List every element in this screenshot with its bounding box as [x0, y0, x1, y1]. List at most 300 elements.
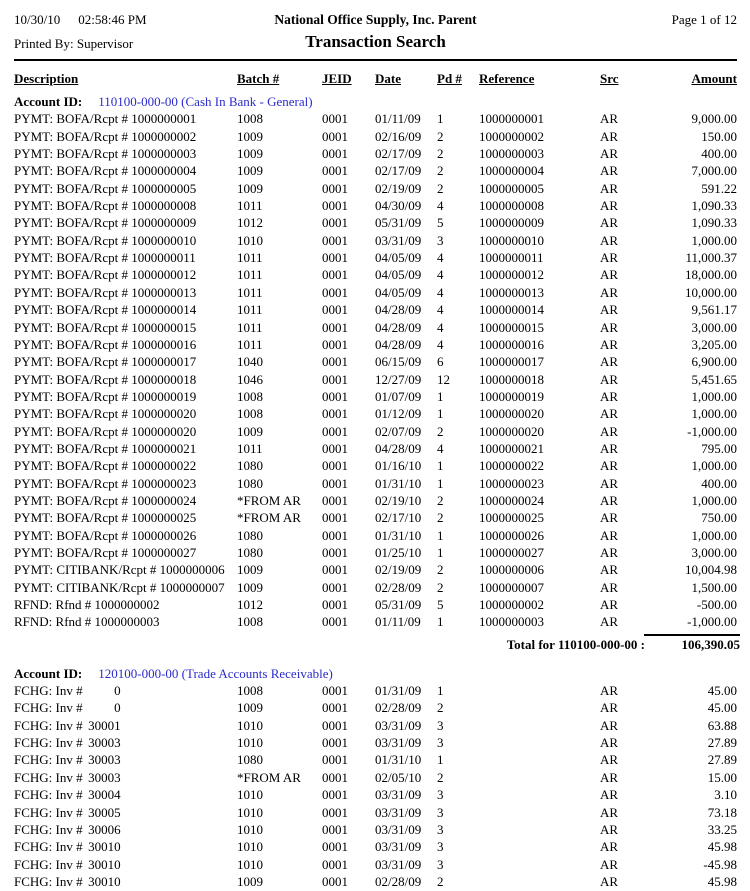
cell-description — [14, 129, 235, 145]
transaction-row — [14, 700, 737, 717]
cell-date: 12/27/09 — [375, 371, 422, 387]
cell-date: 03/31/09 — [375, 717, 422, 733]
description-detail: /Rcpt # 1000000024 — [90, 492, 197, 508]
cell-date: 04/05/09 — [375, 250, 422, 266]
cell-batch: 1009 — [237, 700, 263, 716]
transaction-row — [14, 372, 737, 389]
cell-reference: 1000000022 — [479, 458, 544, 474]
cell-date: 02/16/09 — [375, 128, 422, 144]
description-detail: /Rcpt # 1000000006 — [118, 562, 225, 578]
description-label: PYMT: BOFA — [14, 544, 91, 560]
transaction-row — [14, 562, 737, 579]
cell-amount: 3,000.00 — [691, 544, 737, 560]
cell-src: AR — [600, 440, 619, 456]
cell-src: AR — [600, 804, 619, 820]
cell-amount: 591.22 — [701, 180, 737, 196]
cell-amount: 10,000.00 — [685, 284, 737, 300]
description-detail: /Rcpt # 1000000023 — [90, 475, 197, 491]
cell-jeid: 0001 — [322, 146, 348, 162]
description-detail: /Rcpt # 1000000001 — [90, 111, 197, 127]
invoice-number: 30010 — [88, 873, 121, 889]
cell-src: AR — [600, 423, 619, 439]
cell-src: AR — [600, 492, 619, 508]
invoice-number: 30005 — [88, 804, 121, 820]
description-label: FCHG: Inv # — [14, 856, 83, 872]
cell-date: 03/31/09 — [375, 821, 422, 837]
transaction-row — [14, 545, 737, 562]
cell-src: AR — [600, 735, 619, 751]
description-label: FCHG: Inv # — [14, 735, 83, 751]
cell-jeid: 0001 — [322, 423, 348, 439]
cell-amount: 795.00 — [701, 440, 737, 456]
description-label: PYMT: BOFA — [14, 180, 91, 196]
cell-pd: 4 — [437, 267, 444, 283]
cell-src: AR — [600, 544, 619, 560]
cell-jeid: 0001 — [322, 700, 348, 716]
cell-description — [14, 822, 235, 838]
cell-reference: 1000000006 — [479, 562, 544, 578]
cell-reference: 1000000009 — [479, 215, 544, 231]
account-id-label: Account ID: — [14, 94, 83, 109]
cell-batch: 1012 — [237, 215, 263, 231]
cell-amount: 15.00 — [707, 769, 737, 785]
transaction-row — [14, 874, 737, 891]
description-label: PYMT: BOFA — [14, 492, 91, 508]
transaction-row — [14, 406, 737, 423]
account-id-link[interactable]: 120100-000-00 (Trade Accounts Receivable) — [98, 665, 333, 681]
transaction-row — [14, 770, 737, 787]
cell-date: 02/28/09 — [375, 579, 422, 595]
cell-date: 03/31/09 — [375, 804, 422, 820]
cell-amount: 3.10 — [714, 787, 737, 803]
cell-src: AR — [600, 406, 619, 422]
description-label: FCHG: Inv # — [14, 804, 83, 820]
cell-reference: 1000000015 — [479, 319, 544, 335]
description-label: PYMT: CITIBANK — [14, 562, 119, 578]
cell-amount: 5,451.65 — [691, 371, 737, 387]
cell-reference: 1000000020 — [479, 423, 544, 439]
description-label: RFND: Rfnd # 1000000003 — [14, 614, 160, 630]
cell-batch: 1080 — [237, 544, 263, 560]
cell-src: AR — [600, 215, 619, 231]
cell-description — [14, 493, 235, 509]
cell-date: 02/07/09 — [375, 423, 422, 439]
account-id-line — [14, 94, 737, 111]
cell-date: 02/05/10 — [375, 769, 422, 785]
cell-reference: 1000000027 — [479, 544, 544, 560]
transaction-row — [14, 493, 737, 510]
invoice-number: 30004 — [88, 787, 121, 803]
section-gap — [14, 655, 737, 660]
cell-date: 03/31/09 — [375, 735, 422, 751]
cell-description — [14, 215, 235, 231]
cell-batch: 1080 — [237, 527, 263, 543]
cell-jeid: 0001 — [322, 336, 348, 352]
cell-src: AR — [600, 198, 619, 214]
cell-pd: 3 — [437, 839, 444, 855]
cell-description — [14, 805, 235, 821]
description-label: FCHG: Inv # — [14, 821, 83, 837]
cell-src: AR — [600, 302, 619, 318]
cell-description — [14, 752, 235, 768]
cell-batch: 1011 — [237, 319, 263, 335]
cell-jeid: 0001 — [322, 354, 348, 370]
cell-batch: 1011 — [237, 336, 263, 352]
cell-amount: 73.18 — [707, 804, 737, 820]
description-label: PYMT: BOFA — [14, 458, 91, 474]
cell-src: AR — [600, 614, 619, 630]
description-label: PYMT: BOFA — [14, 336, 91, 352]
cell-src: AR — [600, 579, 619, 595]
cell-pd: 4 — [437, 284, 444, 300]
description-detail: /Rcpt # 1000000004 — [90, 163, 197, 179]
cell-pd: 1 — [437, 388, 444, 404]
transaction-row — [14, 476, 737, 493]
cell-reference: 1000000018 — [479, 371, 544, 387]
cell-jeid: 0001 — [322, 267, 348, 283]
description-label: PYMT: BOFA — [14, 163, 91, 179]
cell-batch: 1010 — [237, 735, 263, 751]
cell-batch: 1009 — [237, 423, 263, 439]
description-label: PYMT: BOFA — [14, 267, 91, 283]
cell-description — [14, 267, 235, 283]
cell-description — [14, 181, 235, 197]
cell-jeid: 0001 — [322, 475, 348, 491]
cell-amount: 1,090.33 — [691, 215, 737, 231]
description-detail: /Rcpt # 1000000020 — [90, 406, 197, 422]
cell-batch: 1008 — [237, 111, 263, 127]
transaction-row — [14, 198, 737, 215]
description-detail: /Rcpt # 1000000022 — [90, 458, 197, 474]
cell-amount: 9,561.17 — [691, 302, 737, 318]
cell-jeid: 0001 — [322, 319, 348, 335]
cell-description — [14, 337, 235, 353]
invoice-number: 30010 — [88, 839, 121, 855]
total-amount: 106,390.05 — [681, 636, 740, 652]
cell-description — [14, 198, 235, 214]
cell-src: AR — [600, 769, 619, 785]
description-label: PYMT: BOFA — [14, 250, 91, 266]
cell-jeid: 0001 — [322, 111, 348, 127]
cell-src: AR — [600, 267, 619, 283]
cell-pd: 2 — [437, 579, 444, 595]
description-label: PYMT: BOFA — [14, 302, 91, 318]
cell-reference: 1000000013 — [479, 284, 544, 300]
cell-batch: 1009 — [237, 163, 263, 179]
cell-reference: 1000000025 — [479, 510, 544, 526]
cell-jeid: 0001 — [322, 804, 348, 820]
description-label: FCHG: Inv # — [14, 769, 83, 785]
description-label: PYMT: BOFA — [14, 388, 91, 404]
transaction-row — [14, 354, 737, 371]
cell-pd: 4 — [437, 198, 444, 214]
cell-amount: 1,000.00 — [691, 388, 737, 404]
description-detail: /Rcpt # 1000000017 — [90, 354, 197, 370]
cell-batch: 1008 — [237, 683, 263, 699]
cell-pd: 2 — [437, 510, 444, 526]
cell-amount: 1,000.00 — [691, 232, 737, 248]
cell-jeid: 0001 — [322, 510, 348, 526]
cell-description — [14, 614, 235, 630]
transaction-row — [14, 250, 737, 267]
cell-batch: *FROM AR — [237, 510, 301, 526]
cell-jeid: 0001 — [322, 597, 348, 613]
transaction-row — [14, 822, 737, 839]
transaction-row — [14, 510, 737, 527]
cell-src: AR — [600, 458, 619, 474]
cell-jeid: 0001 — [322, 821, 348, 837]
cell-amount: 63.88 — [707, 717, 737, 733]
header-rule — [14, 59, 737, 61]
account-id-label: Account ID: — [14, 665, 83, 681]
description-detail: /Rcpt # 1000000027 — [90, 544, 197, 560]
report-title: Transaction Search — [305, 32, 446, 51]
cell-batch: 1010 — [237, 787, 263, 803]
cell-pd: 4 — [437, 319, 444, 335]
cell-amount: 400.00 — [701, 146, 737, 162]
description-detail: /Rcpt # 1000000021 — [90, 440, 197, 456]
transaction-row — [14, 285, 737, 302]
cell-amount: 1,000.00 — [691, 406, 737, 422]
transaction-row — [14, 787, 737, 804]
description-label: PYMT: BOFA — [14, 510, 91, 526]
cell-batch: 1046 — [237, 371, 263, 387]
cell-amount: 750.00 — [701, 510, 737, 526]
cell-pd: 4 — [437, 250, 444, 266]
invoice-number: 30001 — [88, 717, 121, 733]
transaction-row — [14, 337, 737, 354]
description-detail: /Rcpt # 1000000011 — [90, 250, 196, 266]
cell-jeid: 0001 — [322, 544, 348, 560]
cell-jeid: 0001 — [322, 873, 348, 889]
cell-description — [14, 406, 235, 422]
cell-batch: 1080 — [237, 458, 263, 474]
cell-src: AR — [600, 787, 619, 803]
cell-date: 01/31/10 — [375, 752, 422, 768]
column-header-description: Description — [14, 71, 79, 86]
cell-amount: 27.89 — [707, 752, 737, 768]
cell-description — [14, 874, 235, 890]
invoice-number: 30010 — [88, 856, 121, 872]
cell-reference: 1000000002 — [479, 128, 544, 144]
description-label: PYMT: BOFA — [14, 440, 91, 456]
transaction-row — [14, 146, 737, 163]
description-label: PYMT: BOFA — [14, 475, 91, 491]
cell-src: AR — [600, 839, 619, 855]
cell-date: 02/28/09 — [375, 700, 422, 716]
cell-date: 01/07/09 — [375, 388, 422, 404]
cell-jeid: 0001 — [322, 371, 348, 387]
cell-date: 05/31/09 — [375, 597, 422, 613]
transaction-row — [14, 389, 737, 406]
invoice-number: 0 — [114, 700, 121, 716]
description-detail: /Rcpt # 1000000008 — [90, 198, 197, 214]
cell-amount: 6,900.00 — [691, 354, 737, 370]
description-detail: /Rcpt # 1000000013 — [90, 284, 197, 300]
cell-jeid: 0001 — [322, 232, 348, 248]
cell-description — [14, 597, 235, 613]
total-label: Total for 110100-000-00 : — [506, 636, 645, 652]
cell-jeid: 0001 — [322, 856, 348, 872]
cell-reference: 1000000004 — [479, 163, 544, 179]
cell-amount: 45.98 — [707, 839, 737, 855]
cell-reference: 1000000019 — [479, 388, 544, 404]
cell-jeid: 0001 — [322, 683, 348, 699]
cell-description — [14, 718, 235, 734]
cell-date: 02/19/09 — [375, 180, 422, 196]
cell-description — [14, 458, 235, 474]
cell-description — [14, 163, 235, 179]
cell-reference: 1000000007 — [479, 579, 544, 595]
cell-date: 04/28/09 — [375, 319, 422, 335]
cell-amount: 7,000.00 — [691, 163, 737, 179]
cell-pd: 5 — [437, 597, 444, 613]
cell-src: AR — [600, 128, 619, 144]
cell-batch: 1009 — [237, 180, 263, 196]
description-label: PYMT: BOFA — [14, 406, 91, 422]
cell-reference: 1000000005 — [479, 180, 544, 196]
description-label: FCHG: Inv # — [14, 873, 83, 889]
cell-date: 02/17/09 — [375, 163, 422, 179]
cell-batch: *FROM AR — [237, 769, 301, 785]
cell-src: AR — [600, 180, 619, 196]
cell-batch: 1009 — [237, 562, 263, 578]
description-detail: /Rcpt # 1000000009 — [90, 215, 197, 231]
cell-batch: 1011 — [237, 250, 263, 266]
cell-src: AR — [600, 510, 619, 526]
cell-description — [14, 111, 235, 127]
column-header-src: Src — [600, 71, 619, 86]
cell-description — [14, 839, 235, 855]
printed-by: Printed By: Supervisor — [14, 36, 134, 51]
cell-jeid: 0001 — [322, 717, 348, 733]
cell-src: AR — [600, 873, 619, 889]
cell-pd: 2 — [437, 423, 444, 439]
description-label: PYMT: BOFA — [14, 354, 91, 370]
cell-jeid: 0001 — [322, 198, 348, 214]
cell-amount: 150.00 — [701, 128, 737, 144]
cell-jeid: 0001 — [322, 787, 348, 803]
cell-amount: 400.00 — [701, 475, 737, 491]
description-label: PYMT: BOFA — [14, 198, 91, 214]
cell-date: 04/28/09 — [375, 440, 422, 456]
cell-date: 05/31/09 — [375, 215, 422, 231]
description-detail: /Rcpt # 1000000026 — [90, 527, 197, 543]
cell-date: 04/30/09 — [375, 198, 422, 214]
cell-reference: 1000000021 — [479, 440, 544, 456]
cell-description — [14, 770, 235, 786]
cell-amount: 3,000.00 — [691, 319, 737, 335]
cell-pd: 3 — [437, 232, 444, 248]
invoice-number: 0 — [114, 683, 121, 699]
description-label: RFND: Rfnd # 1000000002 — [14, 597, 160, 613]
transaction-row — [14, 163, 737, 180]
description-label: PYMT: BOFA — [14, 319, 91, 335]
report-body — [14, 94, 740, 891]
description-detail: /Rcpt # 1000000014 — [90, 302, 197, 318]
cell-batch: 1008 — [237, 614, 263, 630]
cell-pd: 2 — [437, 873, 444, 889]
cell-reference: 1000000003 — [479, 146, 544, 162]
description-detail: /Rcpt # 1000000002 — [90, 128, 197, 144]
cell-amount: -45.98 — [703, 856, 737, 872]
cell-description — [14, 857, 235, 873]
cell-pd: 3 — [437, 787, 444, 803]
cell-src: AR — [600, 163, 619, 179]
description-detail: /Rcpt # 1000000018 — [90, 371, 197, 387]
cell-description — [14, 580, 235, 596]
cell-date: 01/31/10 — [375, 527, 422, 543]
description-detail: /Rcpt # 1000000012 — [90, 267, 197, 283]
cell-pd: 2 — [437, 163, 444, 179]
cell-src: AR — [600, 250, 619, 266]
cell-description — [14, 320, 235, 336]
cell-amount: 11,000.37 — [685, 250, 737, 266]
cell-date: 01/25/10 — [375, 544, 422, 560]
cell-description — [14, 510, 235, 526]
cell-date: 04/05/09 — [375, 267, 422, 283]
transaction-row — [14, 215, 737, 232]
account-section — [14, 94, 740, 660]
cell-src: AR — [600, 232, 619, 248]
cell-src: AR — [600, 111, 619, 127]
cell-pd: 1 — [437, 683, 444, 699]
transaction-row — [14, 597, 737, 614]
print-time: 02:58:46 PM — [78, 12, 147, 27]
cell-date: 01/12/09 — [375, 406, 422, 422]
cell-pd: 1 — [437, 544, 444, 560]
cell-jeid: 0001 — [322, 769, 348, 785]
description-label: FCHG: Inv # — [14, 683, 83, 699]
column-header-date: Date — [375, 71, 401, 86]
cell-pd: 3 — [437, 821, 444, 837]
cell-amount: 27.89 — [707, 735, 737, 751]
cell-reference: 1000000001 — [479, 111, 544, 127]
cell-description — [14, 476, 235, 492]
cell-date: 02/19/10 — [375, 492, 422, 508]
cell-amount: 10,004.98 — [685, 562, 737, 578]
account-id-line — [14, 666, 737, 683]
invoice-number: 30003 — [88, 752, 121, 768]
cell-description — [14, 683, 235, 699]
cell-date: 03/31/09 — [375, 232, 422, 248]
transaction-row — [14, 839, 737, 856]
cell-src: AR — [600, 354, 619, 370]
cell-jeid: 0001 — [322, 284, 348, 300]
cell-date: 02/17/09 — [375, 146, 422, 162]
cell-jeid: 0001 — [322, 458, 348, 474]
cell-batch: 1010 — [237, 839, 263, 855]
cell-pd: 3 — [437, 856, 444, 872]
description-detail: /Rcpt # 1000000015 — [90, 319, 197, 335]
cell-src: AR — [600, 388, 619, 404]
cell-batch: 1010 — [237, 856, 263, 872]
cell-pd: 2 — [437, 562, 444, 578]
cell-description — [14, 389, 235, 405]
transaction-row — [14, 302, 737, 319]
cell-date: 02/17/10 — [375, 510, 422, 526]
cell-jeid: 0001 — [322, 440, 348, 456]
transaction-row — [14, 129, 737, 146]
cell-batch: 1080 — [237, 752, 263, 768]
cell-jeid: 0001 — [322, 562, 348, 578]
transaction-row — [14, 233, 737, 250]
account-id-link[interactable]: 110100-000-00 (Cash In Bank - General) — [98, 94, 313, 109]
transaction-row — [14, 267, 737, 284]
cell-pd: 3 — [437, 804, 444, 820]
cell-pd: 1 — [437, 614, 444, 630]
cell-amount: 45.00 — [707, 700, 737, 716]
